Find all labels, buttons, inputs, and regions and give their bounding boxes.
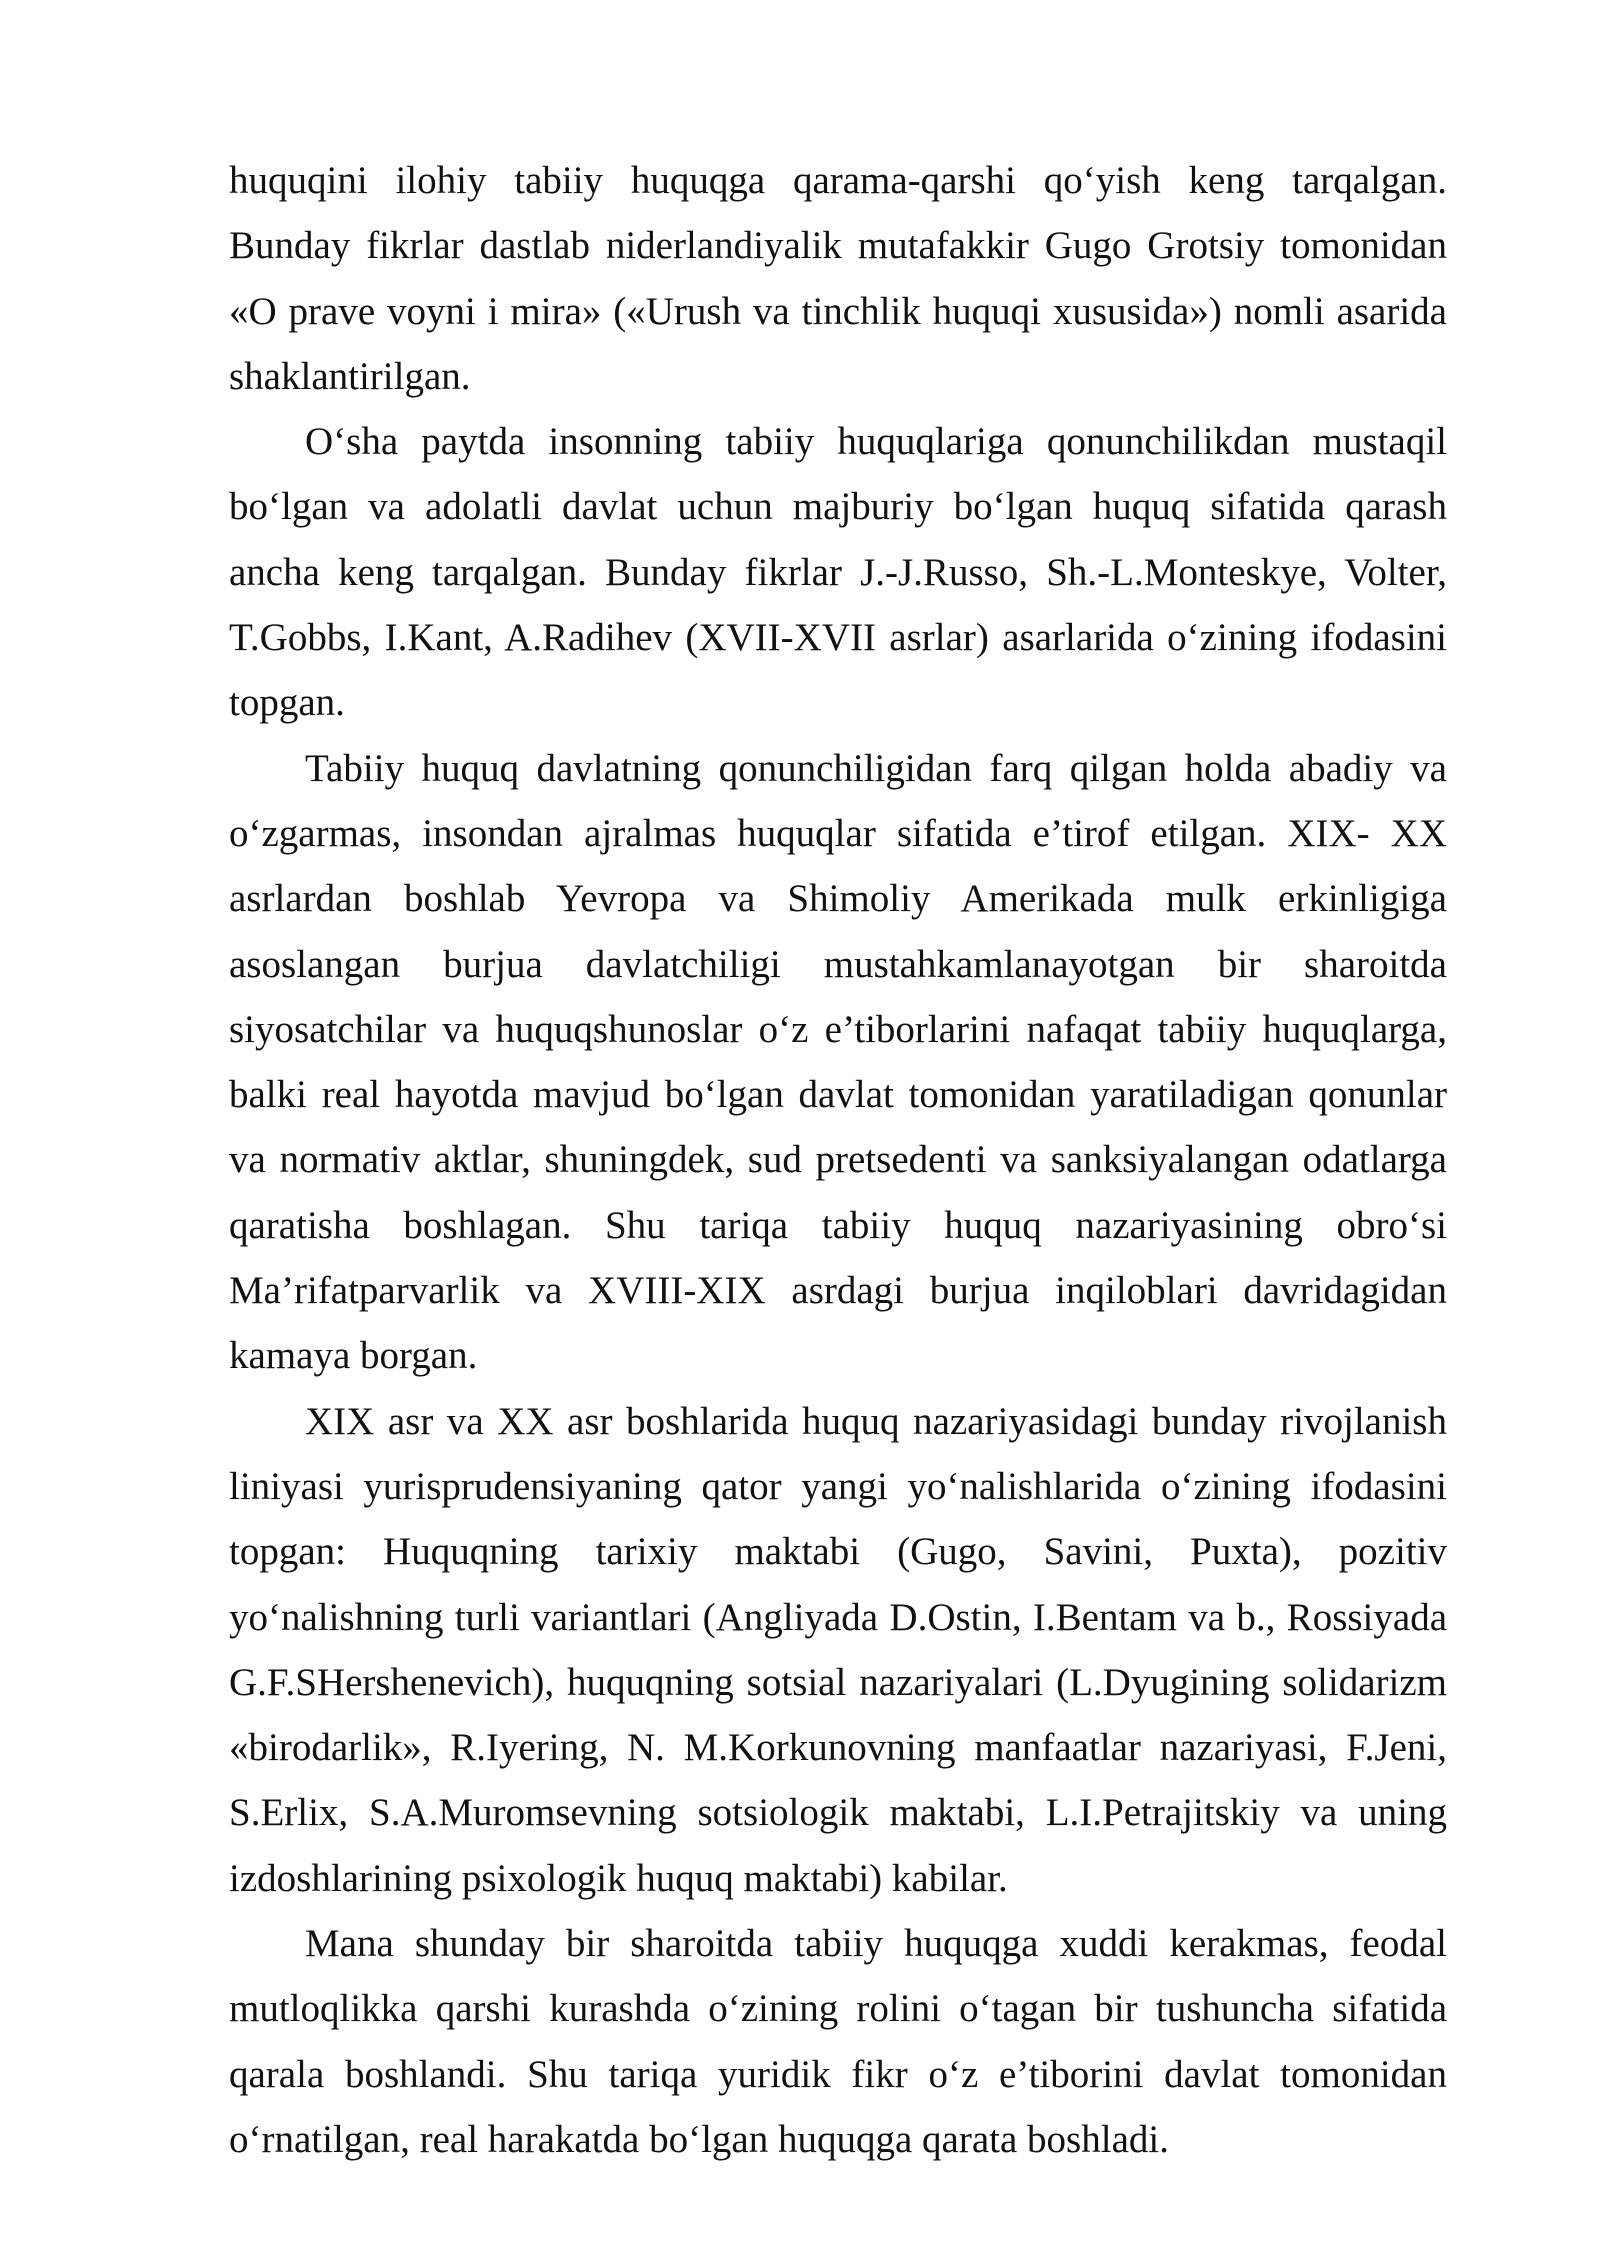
paragraph-continuation: huquqini ilohiy tabiiy huquqga qarama-qarshi qo‘yish keng tarqalgan. Bunday fikrlar dastlab niderlandiyalik mutafakkir Gugo Grotsiy tomonidan «O prave voyni i mira» («Urush va tinchlik huquqi xususida») nomli asarida shaklantirilgan.: [229, 159, 1447, 398]
paragraph-natural-rights: O‘sha paytda insonning tabiiy huquqlariga qonunchilikdan mustaqil bo‘lgan va adolatli davlat uchun majburiy bo‘lgan huquq sifatida qarash ancha keng tarqalgan. Bunday fikrlar J.-J.Russo, Sh.-L.Monteskye, Volter, T.Gobbs, I.Kant, A.Radihev (XVII-XVII asrlar) asarlarida o‘zining ifodasini topgan.: [229, 420, 1447, 725]
paragraph-natural-law: Tabiiy huquq davlatning qonunchiligidan farq qilgan holda abadiy va o‘zgarmas, insondan ajralmas huquqlar sifatida e’tirof etilgan. XIX- XX asrlardan boshlab Yevropa va Shimoliy Amerikada mulk erkinligiga asoslangan burjua davlatchiligi mustahkamlanayotgan bir sharoitda siyosatchilar va huquqshunoslar o‘z e’tiborlarini nafaqat tabiiy huquqlarga, balki real hayotda mavjud bo‘lgan davlat tomonidan yaratiladigan qonunlar va normativ aktlar, shuningdek, sud pretsedenti va sanksiyalangan odatlarga qaratisha boshlagan. Shu tariqa tabiiy huquq nazariyasining obro‘si Ma’rifatparvarlik va XVIII-XIX asrdagi burjua inqiloblari davridagidan kamaya borgan.: [229, 746, 1447, 1378]
paragraph-conclusion: Mana shunday bir sharoitda tabiiy huquqga xuddi kerakmas, feodal mutloqlikka qarshi kurashda o‘zining rolini o‘tagan bir tushuncha sifatida qarala boshlandi. Shu tariqa yuridik fikr o‘z e’tiborini davlat tomonidan o‘rnatilgan, real harakatda bo‘lgan huquqga qarata boshladi.: [229, 1922, 1447, 2161]
paragraph-legal-theory: XIX asr va XX asr boshlarida huquq nazariyasidagi bunday rivojlanish liniyasi yurisprudensiyaning qator yangi yo‘nalishlarida o‘zining ifodasini topgan: Huquqning tarixiy maktabi (Gugo, Savini, Puxta), pozitiv yo‘nalishning turli variantlari (Angliyada D.Ostin, I.Bentam va b., Rossiyada G.F.SHershenevich), huquqning sotsial nazariyalari (L.Dyugining solidarizm «birodarlik», R.Iyering, N. M.Korkunovning manfaatlar nazariyasi, F.Jeni, S.Erlix, S.A.Muromsevning sotsiologik maktabi, L.I.Petrajitskiy va uning izdoshlarining psixologik huquq maktabi) kabilar.: [229, 1399, 1447, 1900]
document-body: [229, 148, 1447, 2172]
